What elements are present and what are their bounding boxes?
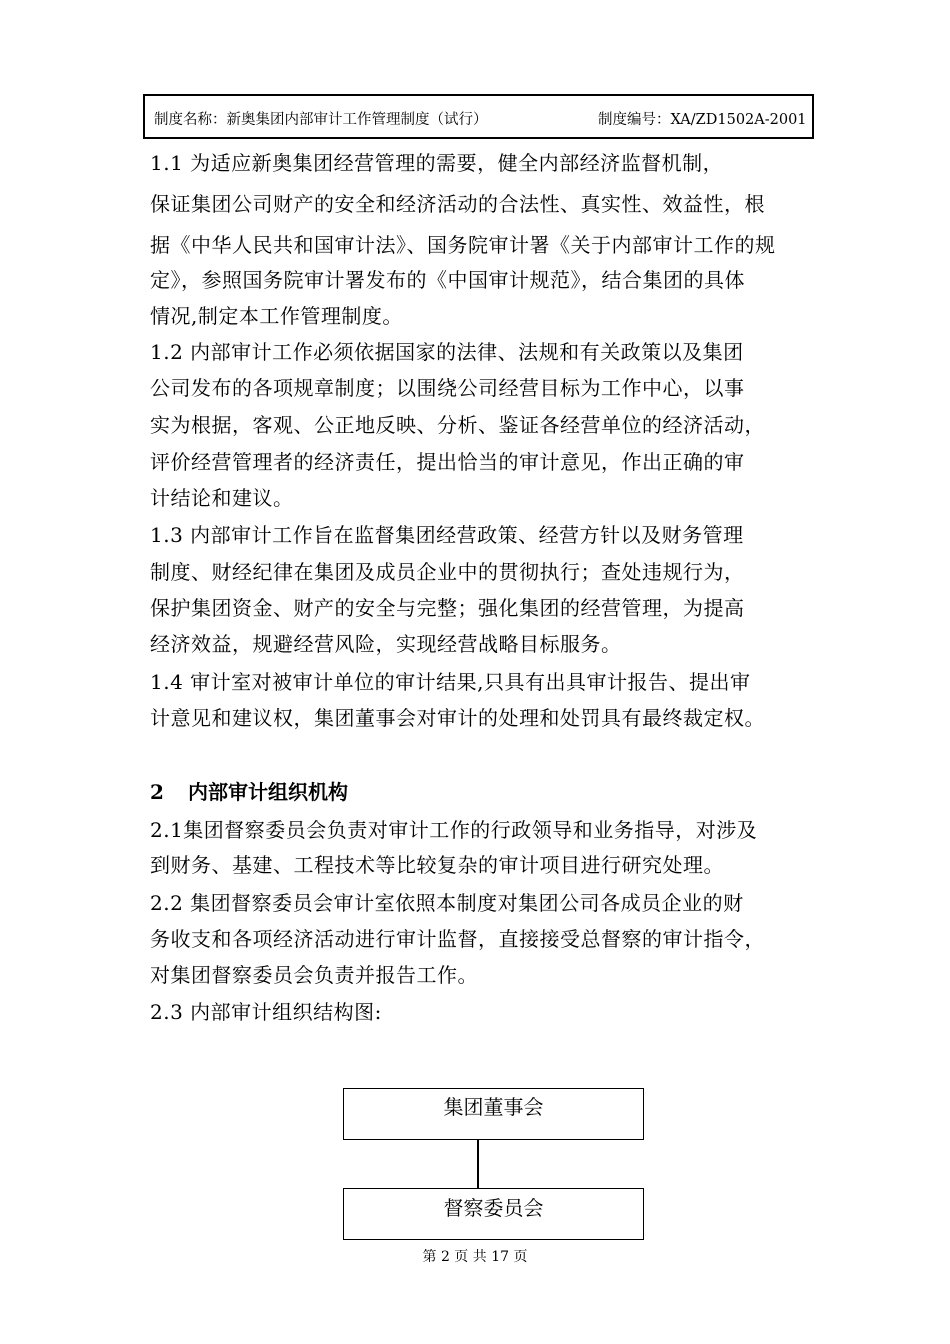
section-heading — [150, 780, 348, 804]
body-line: 2.2 集团督察委员会审计室依照本制度对集团公司各成员企业的财 — [150, 891, 744, 915]
body-line: 实为根据，客观、公正地反映、分析、鉴证各经营单位的经济活动， — [150, 413, 765, 437]
body-line: 2.1集团督察委员会负责对审计工作的行政领导和业务指导，对涉及 — [150, 818, 758, 842]
body-line: 保护集团资金、财产的安全与完整；强化集团的经营管理，为提高 — [150, 596, 745, 620]
regulation-code: 制度编号：XA/ZD1502A-2001 — [598, 112, 807, 128]
document-header — [143, 94, 814, 139]
body-line: 1.3 内部审计工作旨在监督集团经营政策、经营方针以及财务管理 — [150, 523, 744, 547]
body-line: 制度、财经纪律在集团及成员企业中的贯彻执行；查处违规行为， — [150, 560, 745, 584]
body-line: 情况,制定本工作管理制度。 — [150, 304, 403, 328]
section-number: 2 — [150, 780, 164, 804]
body-line: 计意见和建议权，集团董事会对审计的处理和处罚具有最终裁定权。 — [150, 706, 765, 730]
body-line: 公司发布的各项规章制度；以围绕公司经营目标为工作中心，以事 — [150, 376, 745, 400]
org-box-board: 集团董事会 — [343, 1088, 644, 1140]
body-line: 1.1 为适应新奥集团经营管理的需要，健全内部经济监督机制， — [150, 151, 724, 175]
body-line: 务收支和各项经济活动进行审计监督，直接接受总督察的审计指令， — [150, 927, 765, 951]
body-line: 对集团督察委员会负责并报告工作。 — [150, 963, 478, 987]
section-title: 内部审计组织机构 — [188, 780, 348, 804]
body-line: 2.3 内部审计组织结构图: — [150, 1000, 382, 1024]
regulation-name: 制度名称：新奥集团内部审计工作管理制度（试行） — [154, 112, 488, 128]
body-line: 1.2 内部审计工作必须依据国家的法律、法规和有关政策以及集团 — [150, 340, 744, 364]
org-connector-line — [477, 1139, 479, 1189]
body-line: 评价经营管理者的经济责任，提出恰当的审计意见，作出正确的审 — [150, 450, 745, 474]
body-line: 计结论和建议。 — [150, 486, 294, 510]
body-line: 据《中华人民共和国审计法》、国务院审计署《关于内部审计工作的规 — [150, 233, 776, 257]
org-box-supervisory-committee: 督察委员会 — [343, 1188, 644, 1240]
body-line: 定》，参照国务院审计署发布的《中国审计规范》，结合集团的具体 — [150, 268, 745, 292]
body-line: 经济效益，规避经营风险，实现经营战略目标服务。 — [150, 632, 622, 656]
body-line: 保证集团公司财产的安全和经济活动的合法性、真实性、效益性，根 — [150, 192, 765, 216]
body-line: 到财务、基建、工程技术等比较复杂的审计项目进行研究处理。 — [150, 853, 724, 877]
body-line: 1.4 审计室对被审计单位的审计结果,只具有出具审计报告、提出审 — [150, 670, 751, 694]
page-number: 第 2 页 共 17 页 — [422, 1249, 528, 1265]
